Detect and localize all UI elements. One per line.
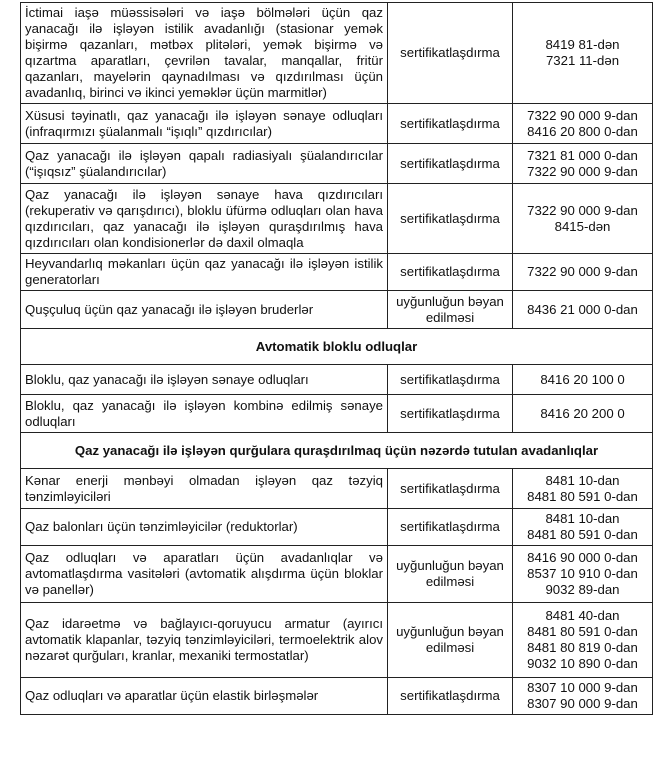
hs-code: 8481 10-dan [545, 472, 620, 488]
conformity-form: uyğunluğun bəyan edilməsi [388, 546, 513, 603]
table-row [21, 365, 653, 395]
hs-codes-cell [513, 509, 653, 546]
hs-code: 8481 80 591 0-dan [527, 527, 638, 542]
table-row [21, 509, 653, 546]
conformity-form: uyğunluğun bəyan edilməsi [388, 291, 513, 329]
product-description: Quşçuluq üçün qaz yanacağı ilə işləyən bruderlər [21, 291, 388, 329]
product-description: Kənar enerji mənbəyi olmadan işləyən qaz təzyiq tənzimləyiciləri [21, 469, 388, 509]
table-row [21, 395, 653, 433]
table-body [21, 3, 653, 715]
conformity-form: sertifikatlaşdırma [388, 104, 513, 144]
table-row [21, 3, 653, 104]
hs-code: 8416 20 100 0 [540, 371, 625, 387]
hs-code: 7322 90 000 9-dan [527, 202, 638, 218]
table-row [21, 184, 653, 254]
table-row [21, 546, 653, 603]
product-description: Qaz balonları üçün tənzimləyicilər (reduktorlar) [21, 509, 388, 546]
hs-code: 7321 81 000 0-dan [527, 147, 638, 163]
hs-code: 8307 10 000 9-dan [527, 680, 638, 695]
conformity-form: sertifikatlaşdırma [388, 678, 513, 715]
hs-codes-cell [513, 678, 653, 715]
conformity-form: sertifikatlaşdırma [388, 3, 513, 104]
conformity-form: sertifikatlaşdırma [388, 254, 513, 291]
section-title: Avtomatik bloklu odluqlar [21, 329, 653, 365]
hs-codes-cell [513, 144, 653, 184]
product-description: Qaz yanacağı ilə işləyən qapalı radiasiyalı şüalandırıcılar (“işıqsız” şüalandırıcılar) [21, 144, 388, 184]
section-title: Qaz yanacağı ilə işləyən qurğulara quraşdırılmaq üçün nəzərdə tutulan avadanlıqlar [21, 433, 653, 469]
hs-code: 8481 10-dan [545, 511, 620, 526]
hs-codes-cell [513, 365, 653, 395]
regulation-table [20, 2, 653, 715]
product-description: Qaz odluqları və aparatları üçün avadanlıqlar və avtomatlaşdırma vasitələri (avtomatik alışdırma üçün bloklar və panellər) [21, 546, 388, 603]
product-description: Qaz yanacağı ilə işləyən sənaye hava qızdırıcıları (rekuperativ və qarışdırıcı), bloklu üfürmə odluqları olan hava qızdırıcıları, qaz yanacağı ilə işləyən quraşdırılmış hava qızdırıcıları olan kondisionerlər də daxil olmaqla [21, 184, 388, 254]
hs-code: 8415-dən [554, 218, 611, 234]
hs-code: 8481 80 591 0-dan [527, 488, 638, 504]
table-row [21, 254, 653, 291]
hs-codes-cell [513, 184, 653, 254]
table-row [21, 144, 653, 184]
conformity-form: uyğunluğun bəyan edilməsi [388, 603, 513, 678]
product-description: Heyvandarlıq məkanları üçün qaz yanacağı ilə işləyən istilik generatorları [21, 254, 388, 291]
hs-code: 7321 11-dən [545, 53, 620, 68]
conformity-form: sertifikatlaşdırma [388, 184, 513, 254]
hs-code: 9032 89-dan [545, 582, 620, 597]
hs-code: 8416 20 200 0 [540, 405, 625, 421]
table-row [21, 104, 653, 144]
hs-codes-cell [513, 395, 653, 433]
hs-code: 7322 90 000 9-dan [527, 264, 638, 279]
product-description: Qaz odluqları və aparatlar üçün elastik birləşmələr [21, 678, 388, 715]
hs-code: 8307 90 000 9-dan [527, 696, 638, 711]
product-description: Xüsusi təyinatlı, qaz yanacağı ilə işləyən sənaye odluqları (infraqırmızı şüalanmalı “işıqlı” qızdırıcılar) [21, 104, 388, 144]
conformity-form: sertifikatlaşdırma [388, 365, 513, 395]
table-row [21, 469, 653, 509]
conformity-form: sertifikatlaşdırma [388, 469, 513, 509]
hs-code: 7322 90 000 9-dan [527, 107, 638, 123]
hs-code: 8416 90 000 0-dan [527, 550, 638, 565]
hs-codes-cell [513, 104, 653, 144]
hs-code: 8537 10 910 0-dan [527, 566, 638, 581]
hs-code: 8419 81-dən [545, 37, 620, 52]
hs-code: 8481 80 591 0-dan [527, 624, 638, 639]
conformity-form: sertifikatlaşdırma [388, 395, 513, 433]
section-header-row [21, 329, 653, 365]
hs-code: 7322 90 000 9-dan [527, 163, 638, 179]
hs-code: 9032 10 890 0-dan [527, 656, 638, 671]
hs-codes-cell [513, 3, 653, 104]
product-description: Bloklu, qaz yanacağı ilə işləyən sənaye odluqları [21, 365, 388, 395]
conformity-form: sertifikatlaşdırma [388, 144, 513, 184]
hs-codes-cell [513, 603, 653, 678]
hs-codes-cell [513, 254, 653, 291]
hs-code: 8481 80 819 0-dan [527, 640, 638, 655]
product-description: Bloklu, qaz yanacağı ilə işləyən kombinə edilmiş sənaye odluqları [21, 395, 388, 433]
conformity-form: sertifikatlaşdırma [388, 509, 513, 546]
hs-code: 8416 20 800 0-dan [527, 123, 638, 139]
hs-codes-cell [513, 291, 653, 329]
table-row [21, 291, 653, 329]
hs-codes-cell [513, 469, 653, 509]
product-description: İctimai iaşə müəssisələri və iaşə bölmələri üçün qaz yanacağı ilə işləyən istilik avadanlığı (stasionar yemək bişirmə qazanları, mətbəx plitələri, yemək bişirmə və qızartma aparatları, çevrilən tavalar, manqallar, fritür qazanları, mayelərin qaynadılması və qızdırılması üçün avadanlıq, birinci və ikinci yeməklər üçün marmitlər) [21, 3, 388, 104]
product-description: Qaz idarəetmə və bağlayıcı-qoruyucu armatur (ayırıcı avtomatik klapanlar, təzyiq tənzimləyiciləri, termoelektrik alov nəzarət qurğuları, kranlar, mexaniki termostatlar) [21, 603, 388, 678]
table-row [21, 603, 653, 678]
hs-code: 8436 21 000 0-dan [527, 301, 638, 317]
table-row [21, 678, 653, 715]
section-header-row [21, 433, 653, 469]
hs-code: 8481 40-dan [545, 608, 620, 623]
hs-codes-cell [513, 546, 653, 603]
